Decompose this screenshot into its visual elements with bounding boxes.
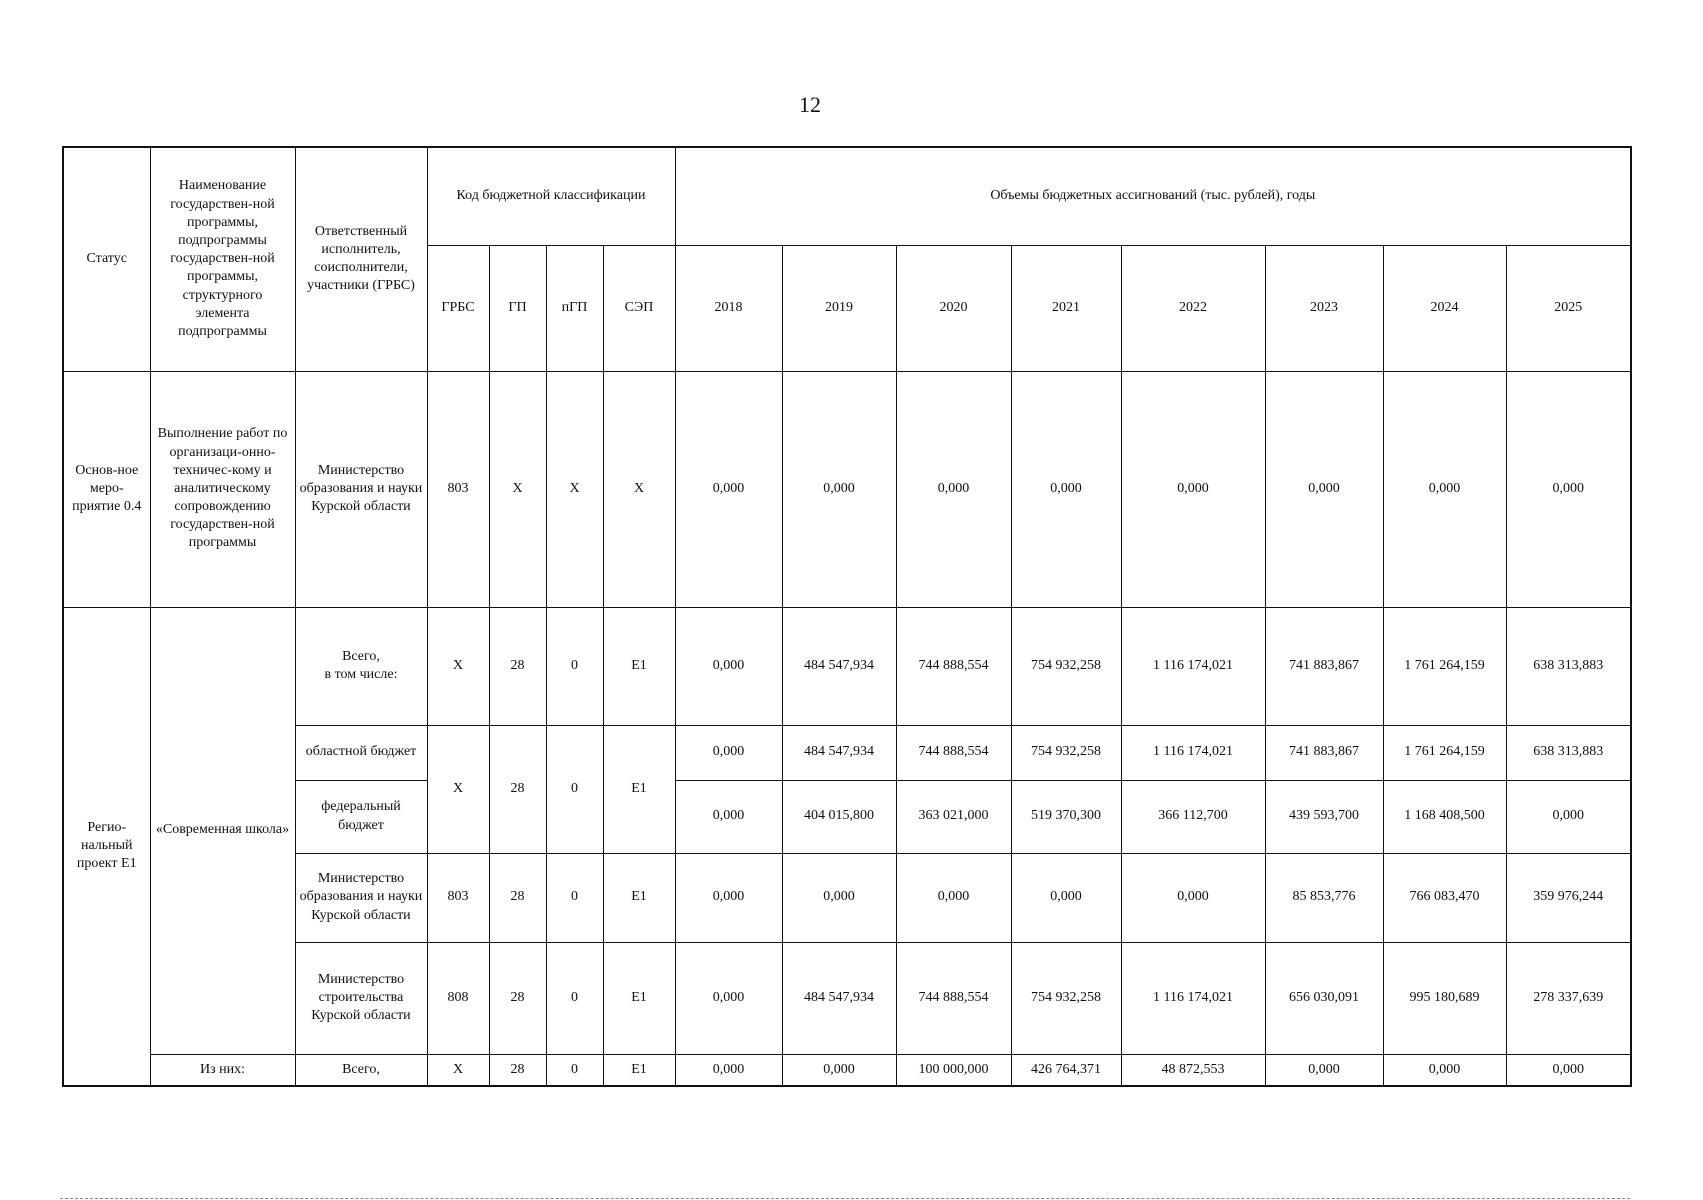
code-cell: 0 <box>546 1054 603 1086</box>
value-cell: 0,000 <box>782 1054 896 1086</box>
header-volumes: Объемы бюджетных ассигнований (тыс. рублей), годы <box>675 147 1631 245</box>
project-status: Регио-нальный проект Е1 <box>63 607 150 1086</box>
regional-responsible: областной бюджет <box>295 725 427 780</box>
value-cell: 100 000,000 <box>896 1054 1011 1086</box>
value-cell: 638 313,883 <box>1506 607 1631 725</box>
code-cell: 28 <box>489 725 546 853</box>
code-cell: 0 <box>546 942 603 1054</box>
value-cell: 278 337,639 <box>1506 942 1631 1054</box>
code-cell: Х <box>603 371 675 607</box>
header-year: 2022 <box>1121 245 1265 371</box>
value-cell: 484 547,934 <box>782 607 896 725</box>
value-cell: 484 547,934 <box>782 725 896 780</box>
code-cell: 28 <box>489 607 546 725</box>
value-cell: 995 180,689 <box>1383 942 1506 1054</box>
value-cell: 656 030,091 <box>1265 942 1383 1054</box>
code-cell: 0 <box>546 725 603 853</box>
header-year: 2025 <box>1506 245 1631 371</box>
header-code-gp: ГП <box>489 245 546 371</box>
code-cell: 28 <box>489 1054 546 1086</box>
value-cell: 0,000 <box>675 780 782 853</box>
header-year: 2023 <box>1265 245 1383 371</box>
header-year: 2024 <box>1383 245 1506 371</box>
header-responsible: Ответственный исполнитель, соисполнители, участники (ГРБС) <box>295 147 427 371</box>
code-cell: Х <box>427 607 489 725</box>
value-cell: 0,000 <box>1506 780 1631 853</box>
code-cell: 0 <box>546 607 603 725</box>
value-cell: 0,000 <box>1383 1054 1506 1086</box>
code-cell: Х <box>427 725 489 853</box>
budget-allocation-table <box>62 146 1632 1087</box>
project-name: «Современная школа» <box>150 607 295 1054</box>
value-cell: 0,000 <box>782 371 896 607</box>
value-cell: 744 888,554 <box>896 725 1011 780</box>
of-which-responsible: Всего, <box>295 1054 427 1086</box>
value-cell: 484 547,934 <box>782 942 896 1054</box>
value-cell: 439 593,700 <box>1265 780 1383 853</box>
value-cell: 741 883,867 <box>1265 607 1383 725</box>
table-row-ministry-education <box>63 853 1631 942</box>
header-row-top <box>63 147 1631 245</box>
value-cell: 0,000 <box>1121 371 1265 607</box>
value-cell: 0,000 <box>1383 371 1506 607</box>
value-cell: 766 083,470 <box>1383 853 1506 942</box>
header-code-grbs: ГРБС <box>427 245 489 371</box>
value-cell: 754 932,258 <box>1011 725 1121 780</box>
value-cell: 0,000 <box>896 853 1011 942</box>
code-cell: 803 <box>427 853 489 942</box>
value-cell: 1 168 408,500 <box>1383 780 1506 853</box>
code-cell: Е1 <box>603 725 675 853</box>
value-cell: 744 888,554 <box>896 607 1011 725</box>
code-cell: Х <box>489 371 546 607</box>
value-cell: 754 932,258 <box>1011 942 1121 1054</box>
code-cell: 808 <box>427 942 489 1054</box>
page-number: 12 <box>799 92 821 117</box>
value-cell: 0,000 <box>1506 371 1631 607</box>
code-cell: Х <box>427 1054 489 1086</box>
value-cell: 366 112,700 <box>1121 780 1265 853</box>
of-which-label: Из них: <box>150 1054 295 1086</box>
code-cell: 0 <box>546 853 603 942</box>
value-cell: 0,000 <box>1121 853 1265 942</box>
code-cell: Е1 <box>603 1054 675 1086</box>
value-cell: 0,000 <box>675 371 782 607</box>
code-cell: 803 <box>427 371 489 607</box>
value-cell: 426 764,371 <box>1011 1054 1121 1086</box>
value-cell: 85 853,776 <box>1265 853 1383 942</box>
value-cell: 1 761 264,159 <box>1383 725 1506 780</box>
value-cell: 359 976,244 <box>1506 853 1631 942</box>
value-cell: 638 313,883 <box>1506 725 1631 780</box>
code-cell: 28 <box>489 942 546 1054</box>
value-cell: 0,000 <box>1265 371 1383 607</box>
federal-responsible: федеральный бюджет <box>295 780 427 853</box>
value-cell: 0,000 <box>1265 1054 1383 1086</box>
header-status: Статус <box>63 147 150 371</box>
value-cell: 0,000 <box>675 607 782 725</box>
table-row-federal-budget <box>63 780 1631 853</box>
value-cell: 363 021,000 <box>896 780 1011 853</box>
value-cell: 741 883,867 <box>1265 725 1383 780</box>
value-cell: 0,000 <box>1011 371 1121 607</box>
value-cell: 48 872,553 <box>1121 1054 1265 1086</box>
value-cell: 1 116 174,021 <box>1121 725 1265 780</box>
code-cell: 28 <box>489 853 546 942</box>
ministry-education-responsible: Министерство образования и науки Курской области <box>295 853 427 942</box>
value-cell: 0,000 <box>675 1054 782 1086</box>
header-year: 2021 <box>1011 245 1121 371</box>
header-year: 2018 <box>675 245 782 371</box>
code-cell: Е1 <box>603 942 675 1054</box>
code-cell: Е1 <box>603 607 675 725</box>
value-cell: 0,000 <box>896 371 1011 607</box>
table-row-project-total <box>63 607 1631 725</box>
value-cell: 0,000 <box>675 942 782 1054</box>
value-cell: 1 116 174,021 <box>1121 942 1265 1054</box>
header-code-pgp: пГП <box>546 245 603 371</box>
value-cell: 404 015,800 <box>782 780 896 853</box>
value-cell: 754 932,258 <box>1011 607 1121 725</box>
header-budget-code: Код бюджетной классификации <box>427 147 675 245</box>
header-year: 2020 <box>896 245 1011 371</box>
activity-name: Выполнение работ по организаци-онно-техничес-кому и аналитическому сопровождению государствен-ной программы <box>150 371 295 607</box>
activity-responsible: Министерство образования и науки Курской области <box>295 371 427 607</box>
header-program-name: Наименование государствен-ной программы, подпрограммы государствен-ной программы, структурного элемента подпрограммы <box>150 147 295 371</box>
total-responsible: Всего, в том числе: <box>295 607 427 725</box>
code-cell: Е1 <box>603 853 675 942</box>
value-cell: 1 761 264,159 <box>1383 607 1506 725</box>
table-row-ministry-construction <box>63 942 1631 1054</box>
ministry-construction-responsible: Министерство строительства Курской области <box>295 942 427 1054</box>
header-year: 2019 <box>782 245 896 371</box>
value-cell: 0,000 <box>675 853 782 942</box>
header-code-sep: СЭП <box>603 245 675 371</box>
code-cell: Х <box>546 371 603 607</box>
activity-status: Основ-ное меро-приятие 0.4 <box>63 371 150 607</box>
table-row-activity <box>63 371 1631 607</box>
value-cell: 0,000 <box>1011 853 1121 942</box>
value-cell: 519 370,300 <box>1011 780 1121 853</box>
value-cell: 0,000 <box>675 725 782 780</box>
value-cell: 0,000 <box>782 853 896 942</box>
table-row-of-which <box>63 1054 1631 1086</box>
value-cell: 0,000 <box>1506 1054 1631 1086</box>
table-row-regional-budget <box>63 725 1631 780</box>
value-cell: 744 888,554 <box>896 942 1011 1054</box>
value-cell: 1 116 174,021 <box>1121 607 1265 725</box>
